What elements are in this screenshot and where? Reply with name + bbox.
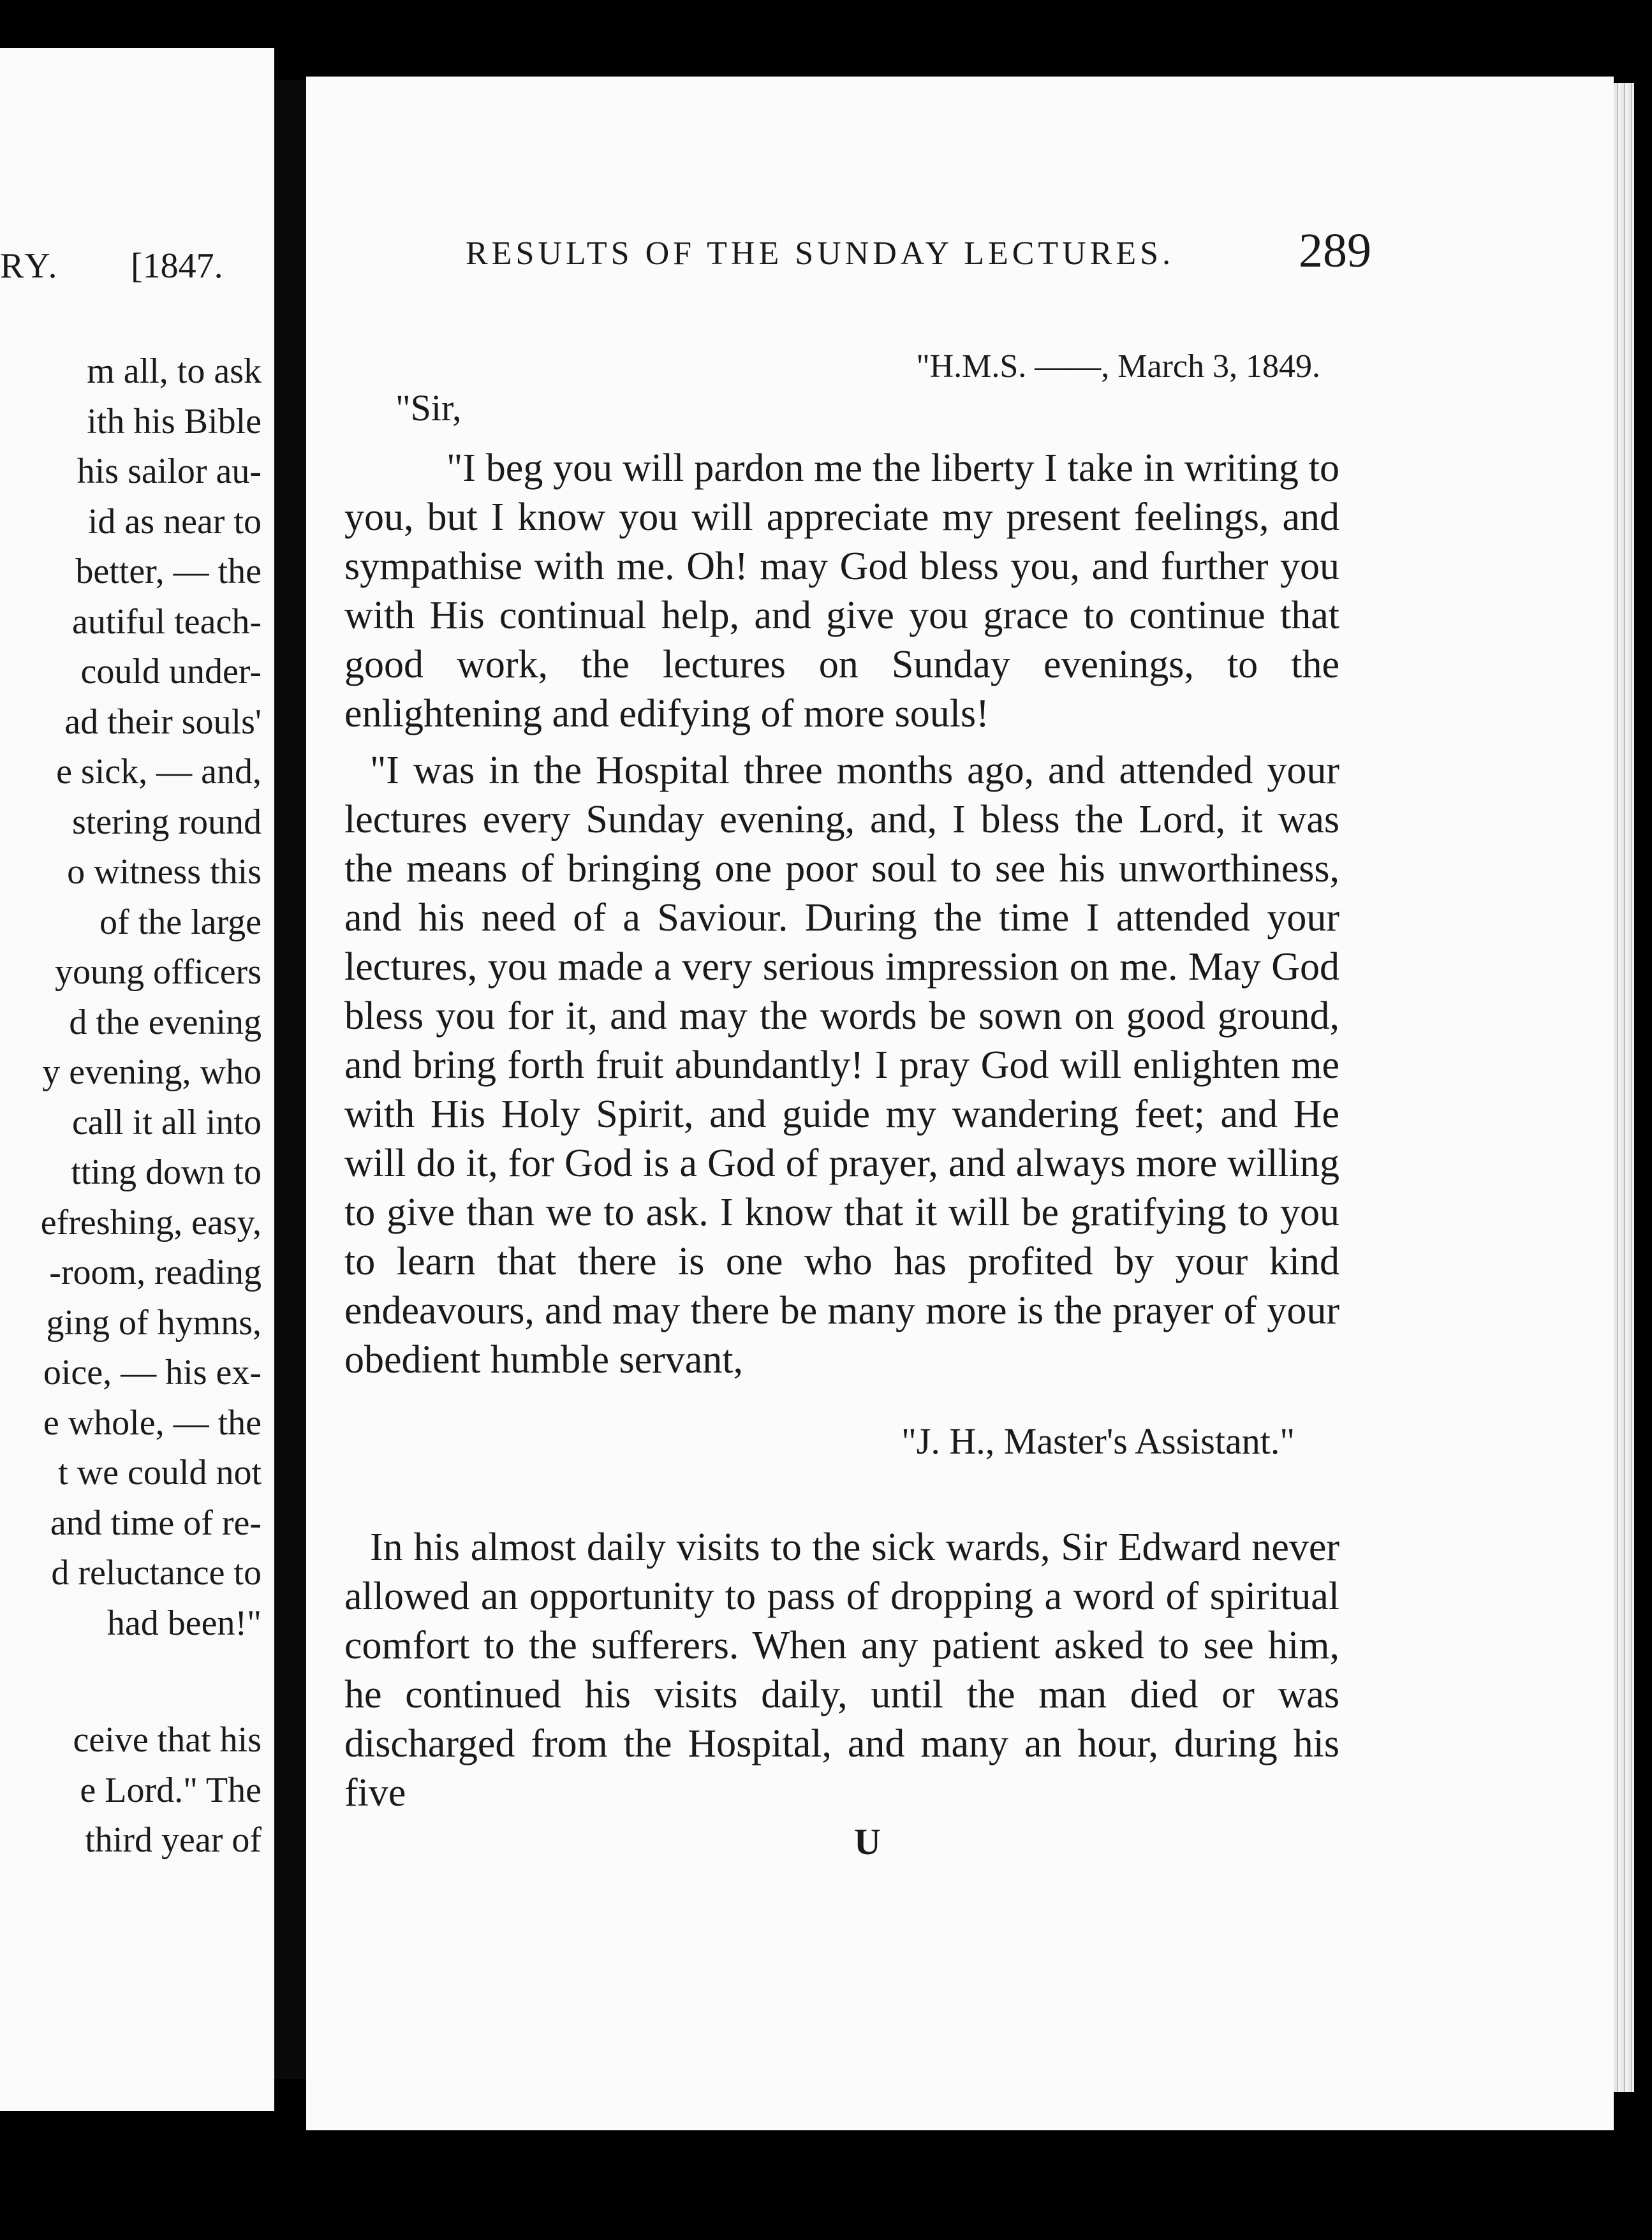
left-page: [0, 48, 274, 2111]
left-line: d the evening: [69, 1002, 262, 1042]
left-line: ceive that his: [73, 1720, 262, 1760]
letter-dateline: "H.M.S. ——, March 3, 1849.: [916, 348, 1320, 385]
left-line: ging of hymns,: [46, 1302, 262, 1343]
left-line: his sailor au-: [77, 452, 262, 491]
left-line: could under-: [80, 652, 262, 691]
page-body: [344, 348, 1339, 1863]
left-line: stering round: [71, 802, 262, 842]
left-line: and time of re-: [50, 1503, 262, 1543]
signature-mark: U: [854, 1821, 881, 1862]
running-head: RESULTS OF THE SUNDAY LECTURES.: [466, 235, 1175, 272]
letter-salutation: "Sir,: [395, 387, 462, 429]
letter-paragraph: "I beg you will pardon me the liberty I take in writing to you, but I know you will appreciate my present feelings, and sympathise with me. Oh! may God bless you, and further you with His continual help, and give you grace to continue that good work, the lectures on Sunday evenings, to the enlightening and edifying of more souls!: [344, 446, 1339, 735]
left-line: o witness this: [67, 852, 262, 892]
left-line: had been!": [107, 1603, 262, 1643]
left-line: efreshing, easy,: [40, 1202, 262, 1242]
narrative-paragraph: In his almost daily visits to the sick wards, Sir Edward never allowed an opportunity to pass of dropping a word of spiritual comfort to the sufferers. When any patient asked to see him, he continued his visits daily, until the man died or was discharged from the Hospital, and many an hour, during his five: [344, 1526, 1339, 1815]
left-line: call it all into: [71, 1102, 262, 1142]
left-line: id as near to: [87, 501, 262, 542]
left-line: oice, — his ex-: [43, 1353, 262, 1392]
left-line: e Lord." The: [80, 1770, 262, 1810]
left-line: y evening, who: [42, 1052, 262, 1092]
page-header: [466, 224, 1371, 293]
left-line: third year of: [85, 1820, 262, 1860]
left-line: of the large: [100, 902, 262, 942]
left-line: -room, reading: [49, 1253, 262, 1292]
letter-paragraph: "I was in the Hospital three months ago, and attended your lectures every Sunday evening, and, I bless the Lord, it was the means of bringing one poor soul to see his unworthiness, and his need of a Saviour. During the time I attended your lectures, you made a very serious impression on me. May God bless you for it, and may the words be sown on good ground, and bring forth fruit abundantly! I pray God will enlighten me with His Holy Spirit, and guide my wandering feet; and He will do it, for God is a God of prayer, and always more willing to give than we to ask. I know that it will be gratifying to you to learn that there is one who has profited by your kind endeavours, and may there be many more is the prayer of your obedient humble servant,: [344, 749, 1339, 1382]
left-line: t we could not: [58, 1453, 262, 1492]
left-page-year: [1847.: [131, 246, 223, 286]
left-line: tting down to: [71, 1153, 262, 1192]
left-line: autiful teach-: [72, 601, 262, 642]
left-line: m all, to ask: [87, 351, 262, 391]
left-running-head-fragment: RY.: [0, 246, 60, 286]
left-line: young officers: [55, 952, 262, 992]
left-line: better, — the: [75, 552, 262, 591]
letter-signature: "J. H., Master's Assistant.": [901, 1420, 1295, 1462]
left-page-text: [0, 346, 262, 1866]
page-number: 289: [1299, 224, 1371, 277]
left-line: e whole, — the: [43, 1403, 262, 1443]
left-line: d reluctance to: [51, 1553, 262, 1593]
left-line: ith his Bible: [87, 401, 262, 441]
left-line: e sick, — and,: [56, 752, 262, 792]
left-paragraph-gap: [0, 1648, 262, 1715]
left-line: ad their souls': [64, 702, 262, 742]
left-page-header: [0, 239, 255, 297]
